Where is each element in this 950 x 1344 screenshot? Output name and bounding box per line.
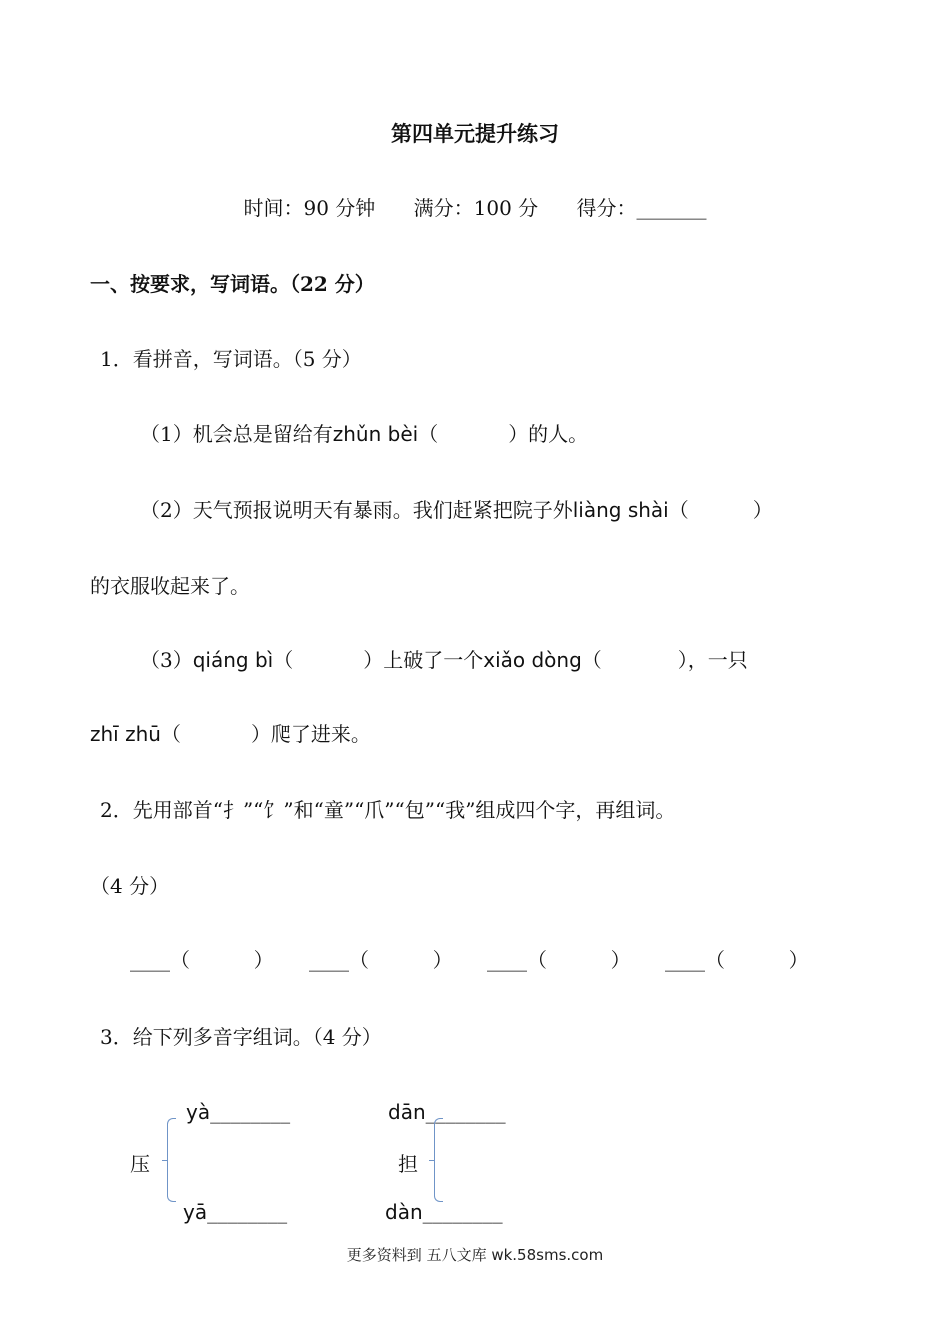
q1-item2-prefix: （2）天气预报说明天有暴雨。我们赶紧把院子外: [140, 498, 573, 522]
q1-item3-prefix: （3）: [140, 648, 193, 672]
section1-heading: 一、按要求，写词语。（22 分）: [90, 272, 375, 296]
q2-slot-1[interactable]: [130, 946, 274, 974]
q3-group2-top-pinyin: dān: [388, 1100, 426, 1124]
q2-slot-3[interactable]: [487, 946, 631, 974]
q1-item3-pinyin2: xiǎo dòng: [483, 648, 582, 672]
q1-item1-prefix: （1）机会总是留给有: [140, 422, 333, 446]
q1-item3-close2: ），一只: [677, 648, 748, 672]
q1-item3-open3: （: [160, 722, 181, 746]
q2-heading: 2．先用部首“扌”“饣”和“童”“爪”“包”“我”组成四个字，再组词。: [100, 798, 676, 822]
q3-group1-bottom-blank[interactable]: ________: [207, 1200, 288, 1224]
footer-link[interactable]: 更多资料到 五八文库 wk.58sms.com: [346, 1246, 604, 1264]
q1-item3-pinyin1: qiáng bì: [192, 648, 274, 672]
q3-group2-char: 担: [398, 1152, 418, 1176]
q1-item1-pinyin: zhǔn bèi: [332, 422, 419, 446]
q1-item2-cont: 的衣服收起来了。: [90, 574, 250, 598]
q3-group1-bottom: [183, 1198, 287, 1226]
q3-group2-top: [388, 1098, 506, 1126]
q1-item2: [140, 496, 773, 524]
q3-group2-brace: [434, 1118, 443, 1202]
q1-item3-open2: （: [581, 648, 602, 672]
q3-group2-bottom-pinyin: dàn: [385, 1200, 423, 1224]
q3-group2-top-blank[interactable]: ________: [425, 1100, 506, 1124]
q2-paren[interactable]: （ ）: [527, 948, 631, 972]
q2-score: （4 分）: [90, 874, 170, 898]
q3-group1-top: [186, 1098, 290, 1126]
q2-slot-4[interactable]: [665, 946, 809, 974]
q1-heading: 1．看拼音，写词语。（5 分）: [100, 347, 362, 371]
page-title: 第四单元提升练习: [391, 121, 559, 146]
q1-item3-cont: [90, 720, 371, 748]
q2-blank[interactable]: ____: [665, 948, 705, 972]
q3-group1-char: 压: [130, 1152, 150, 1176]
q2-blank[interactable]: ____: [487, 948, 527, 972]
q3-group1-bottom-pinyin: yā: [183, 1200, 208, 1224]
q1-item3-pinyin3: zhī zhū: [90, 722, 161, 746]
q1-item1: [140, 420, 588, 448]
q2-paren[interactable]: （ ）: [705, 948, 809, 972]
q2-paren[interactable]: （ ）: [349, 948, 453, 972]
q1-item3-open1: （: [273, 648, 294, 672]
q3-heading: 3．给下列多音字组词。（4 分）: [100, 1025, 382, 1049]
q2-blank[interactable]: ____: [130, 948, 170, 972]
full-score-info: 满分：100 分: [413, 196, 539, 220]
q1-item2-open: （: [668, 498, 689, 522]
q3-group1-top-pinyin: yà: [186, 1100, 211, 1124]
score-field[interactable]: 得分：_______: [576, 196, 707, 220]
q1-item2-close: ）: [752, 498, 773, 522]
q2-slot-2[interactable]: [309, 946, 453, 974]
q3-group2-bottom-blank[interactable]: ________: [422, 1200, 503, 1224]
q1-item3-mid: ）上破了一个: [363, 648, 484, 672]
q1-item1-open: （: [418, 422, 439, 446]
q1-item3-close3: ）爬了进来。: [250, 722, 371, 746]
q1-item1-close: ）的人。: [508, 422, 589, 446]
q3-group1-top-blank[interactable]: ________: [210, 1100, 291, 1124]
exam-meta: [0, 194, 950, 222]
q2-blank[interactable]: ____: [309, 948, 349, 972]
q1-item3: [140, 646, 748, 674]
q3-group2-bottom: [385, 1198, 503, 1226]
q3-group1-brace: [167, 1118, 176, 1202]
q1-item2-pinyin: liàng shài: [572, 498, 669, 522]
q2-paren[interactable]: （ ）: [170, 948, 274, 972]
time-info: 时间：90 分钟: [243, 196, 376, 220]
